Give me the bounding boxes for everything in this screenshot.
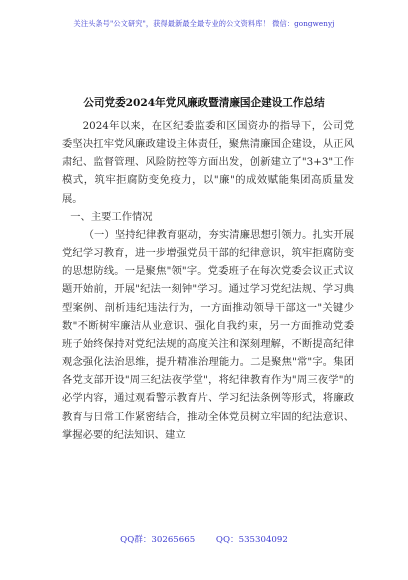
footer-qq: QQ：535304092 [215, 535, 288, 545]
paragraph-intro: 2024年以来，在区纪委监委和区国资办的指导下，公司党委坚决扛牢党风廉政建设主体责任，聚焦清廉国企建设，从正风肃纪、监督管理、风险防控等方面出发，创新建立了"3+3"工作模式，筑牢拒腐防变免疫力，以"廉"的成效赋能集团高质量发展。 [62, 120, 354, 205]
footer [0, 533, 408, 545]
paragraph-discipline-education: （一）坚持纪律教育驱动，夯实清廉思想引领力。扎实开展党纪学习教育，进一步增强党员干部的纪律意识，筑牢拒腐防变的思想防线。一是聚焦"领"字。党委班子在每次党委会议正式议题开始前，开展"纪法一刻钟"学习。通过学习党纪法规、学习典型案例、剖析违纪违法行为，一方面推动领导干部这一"关键少数"不断树牢廉洁从业意识、强化自我约束，另一方面推动党委班子始终保持对党纪法规的高度关注和深刻理解，不断提高纪律观念强化法治思维，提升精准治理能力。二是聚焦"常"字。集团各党支部开设"周三纪法夜学堂"，将纪律教育作为"周三夜学"的必学内容，通过观看警示教育片、学习纪法条例等形式，将廉政教育与日常工作紧密结合，推动全体党员树立牢固的纪法意识、掌握必要的纪法知识、建立 [62, 228, 354, 441]
footer-qq-group: QQ群：30265665 [120, 535, 196, 545]
document-body [62, 117, 354, 444]
section-heading: 一、主要工作情况 [70, 210, 153, 223]
document-title: 公司党委2024年党风廉政暨清廉国企建设工作总结 [83, 97, 325, 109]
header-note: 关注头条号"公文研究"，获得最新最全最专业的公文资料库！ 微信：gongwenyj [73, 19, 335, 28]
